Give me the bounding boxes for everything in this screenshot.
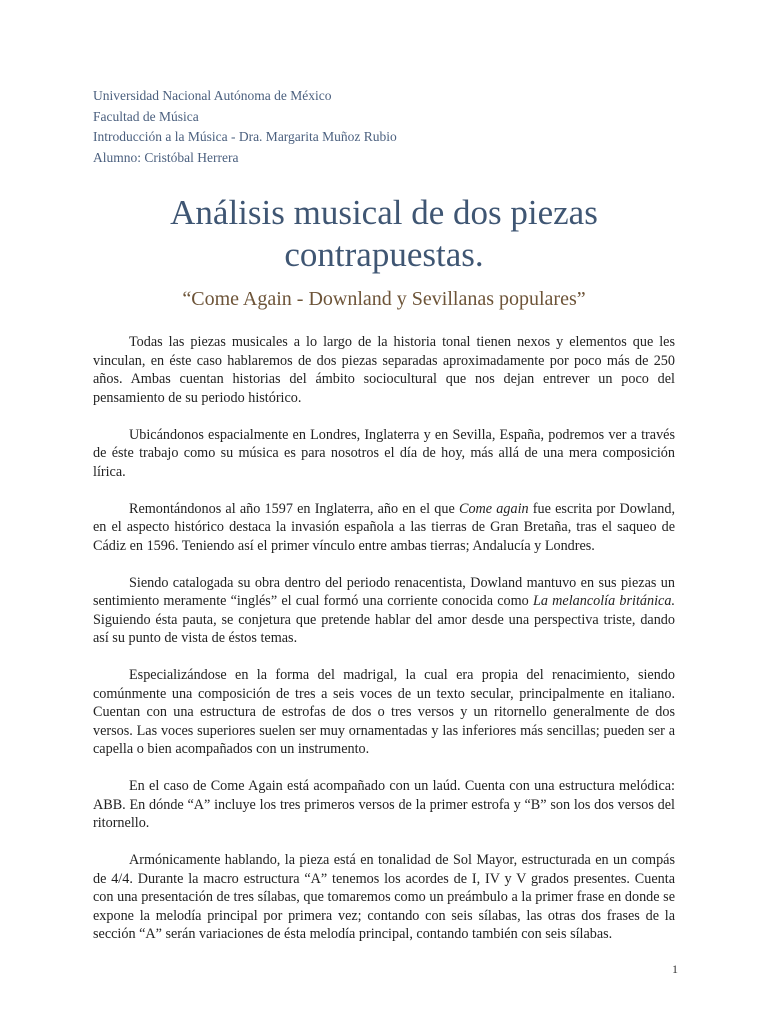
document-title: Análisis musical de dos piezas contrapuestas. bbox=[170, 193, 598, 274]
paragraph-3-text-a: Remontándonos al año 1597 en Inglaterra, año en el que bbox=[129, 500, 459, 517]
paragraph-3 bbox=[93, 500, 675, 556]
page-number: 1 bbox=[672, 962, 678, 976]
student-name: Alumno: Cristóbal Herrera bbox=[93, 149, 239, 165]
paragraph-1: Todas las piezas musicales a lo largo de la historia tonal tienen nexos y elementos que les vinculan, en éste caso hablaremos de dos piezas separadas aproximadamente por poco más de 250 años. Ambas cuentan historias del ámbito sociocultural que nos dejan entrever un poco del pensamiento de su periodo histórico. bbox=[93, 334, 675, 406]
paragraph-4-text-a: Siendo catalogada su obra dentro del periodo renacentista, Dowland mantuvo en sus piezas un sentimiento meramente “inglés” el cual formó una corriente conocida como bbox=[93, 574, 675, 609]
paragraph-2: Ubicándonos espacialmente en Londres, Inglaterra y en Sevilla, España, podremos ver a través de éste trabajo como su música es para nosotros el día de hoy, más allá de una mera composición lírica. bbox=[93, 426, 675, 480]
paragraph-4-text-b: Siguiendo ésta pauta, se conjetura que pretende hablar del amor desde una perspectiva triste, dando así su punto de vista de éstos temas. bbox=[93, 611, 675, 646]
document-header bbox=[93, 86, 653, 168]
paragraph-5: Especializándose en la forma del madrigal, la cual era propia del renacimiento, siendo comúnmente una composición de tres a seis voces de un texto secular, principalmente en italiano. Cuentan con una estructura de estrofas de dos o tres versos y un ritornello generalmente de dos versos. Las voces superiores suelen ser muy ornamentadas y las inferiores más sencillas; pueden ser a capella o bien acompañados con un instrumento. bbox=[93, 667, 675, 757]
university-name: Universidad Nacional Autónoma de México bbox=[93, 88, 332, 103]
paragraph-4 bbox=[93, 574, 675, 648]
course-name: Introducción a la Música - Dra. Margarita Muñoz Rubio bbox=[93, 129, 397, 144]
paragraph-4-italic: La melancolía británica. bbox=[532, 593, 675, 609]
paragraph-3-text-b: fue escrita por Dowland, en el aspecto histórico destaca la invasión española a las tierras de Gran Bretaña, tras el saqueo de Cádiz en 1596. Teniendo así el primer vínculo entre ambas tierras; Andalucía y Londres. bbox=[93, 500, 676, 554]
faculty-name: Facultad de Música bbox=[93, 108, 199, 124]
paragraph-6: En el caso de Come Again está acompañado con un laúd. Cuenta con una estructura melódica: ABB. En dónde “A” incluye los tres primeros versos de la primer estrofa y “B” son los dos versos del ritornello. bbox=[93, 778, 675, 831]
paragraph-3-italic: Come again bbox=[458, 500, 529, 517]
paragraph-7: Armónicamente hablando, la pieza está en tonalidad de Sol Mayor, estructurada en un compás de 4/4. Durante la macro estructura “A” tenemos los acordes de I, IV y V grados presentes. Cuenta con una presentación de tres sílabas, que tomaremos como un preámbulo a la primer frase en donde se expone la melodía principal por primera vez; contando con seis sílabas, las otras dos frases de la sección “A” serán variaciones de ésta melodía principal, contando también con seis sílabas. bbox=[93, 852, 675, 942]
document-subtitle: “Come Again - Downland y Sevillanas populares” bbox=[182, 288, 586, 310]
document-body bbox=[93, 333, 675, 962]
